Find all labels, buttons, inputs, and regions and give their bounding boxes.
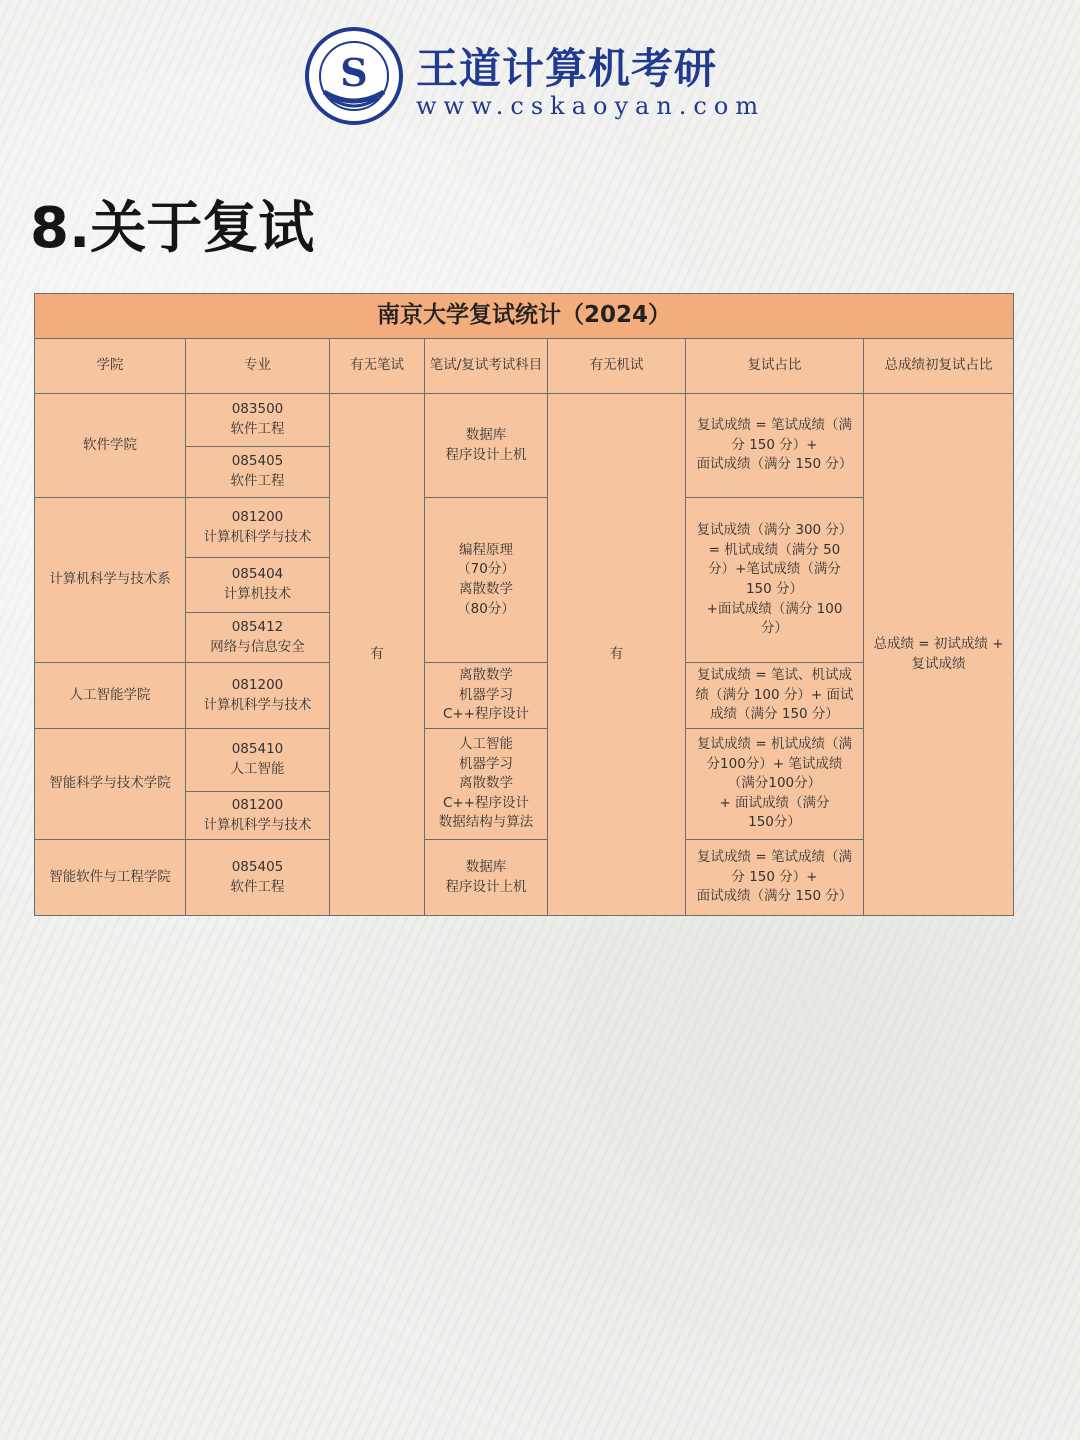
ratio-line: 复试成绩（满分 300 分） [696, 522, 853, 539]
ratio-cs [686, 498, 864, 663]
retest-stats-table [34, 293, 1014, 916]
ratio-line: 分 150 分）+ [731, 868, 818, 885]
ratio-line: +面试成绩（满分 100 [706, 600, 843, 617]
seal-letter: S [340, 50, 368, 95]
major-cell [186, 729, 330, 792]
major-cell [186, 558, 330, 613]
major-name: 计算机科学与技术 [203, 816, 312, 833]
header-major: 专业 [186, 339, 330, 394]
subject-line: C++程序设计 [442, 706, 530, 723]
major-code: 085412 [231, 618, 284, 635]
major-code: 081200 [231, 796, 284, 813]
subject-line: 数据库 [465, 858, 507, 875]
major-code: 085404 [231, 566, 284, 583]
major-name: 计算机技术 [223, 586, 292, 602]
header-total-ratio: 总成绩初复试占比 [864, 339, 1014, 394]
subject-line: 机器学习 [459, 755, 513, 772]
subject-line: 数据库 [465, 426, 507, 443]
subject-line: 离散数学 [459, 667, 513, 684]
ratio-line: 150分） [748, 814, 801, 831]
subject-line: 编程原理 [459, 541, 513, 558]
subjects-ai [425, 663, 548, 729]
ratio-line: 面试成绩（满分 150 分） [696, 456, 853, 473]
major-name: 软件工程 [230, 473, 285, 489]
college-software: 软件学院 [35, 394, 186, 498]
ratio-line: 复试成绩 = 笔试成绩（满 [697, 849, 852, 866]
major-code: 081200 [231, 508, 284, 525]
ratio-ist [686, 729, 864, 840]
header-subjects: 笔试/复试考试科目 [425, 339, 548, 394]
ratio-line: 成绩（满分 150 分） [710, 706, 839, 723]
ratio-software [686, 394, 864, 498]
ratio-line: 复试成绩 = 笔试成绩（满 [697, 417, 852, 434]
ratio-line: 分 150 分）+ [731, 436, 818, 453]
major-code: 081200 [231, 676, 284, 693]
major-code: 083500 [231, 401, 284, 418]
subject-line: （80分） [457, 600, 515, 617]
major-cell [186, 663, 330, 729]
ratio-line: 分） [761, 620, 788, 637]
major-code: 085410 [231, 741, 284, 758]
subject-line: 程序设计上机 [445, 446, 527, 463]
header-written-exam: 有无笔试 [330, 339, 425, 394]
ratio-line: （满分100分） [727, 775, 822, 792]
ratio-ai [686, 663, 864, 729]
seal-logo-icon [304, 26, 404, 126]
college-ai: 人工智能学院 [35, 663, 186, 729]
machine-exam-cell: 有 [548, 394, 686, 916]
major-name: 软件工程 [230, 421, 285, 437]
major-name: 软件工程 [230, 878, 285, 895]
major-code: 085405 [231, 858, 284, 875]
major-cell [186, 394, 330, 447]
written-exam-cell: 有 [330, 394, 425, 916]
ratio-line: = 机试成绩（满分 50 [708, 541, 841, 558]
subject-line: 人工智能 [459, 736, 513, 753]
ratio-line: 分100分）+ 笔试成绩 [706, 755, 843, 772]
subjects-ise [425, 840, 548, 916]
ratio-line: + 面试成绩（满分 [719, 794, 830, 811]
header-retest-ratio: 复试占比 [686, 339, 864, 394]
subjects-cs [425, 498, 548, 663]
major-name: 计算机科学与技术 [203, 696, 312, 713]
major-cell [186, 498, 330, 558]
section-title: 8.关于复试 [30, 196, 315, 261]
brand-logo [304, 26, 784, 130]
ratio-line: 复试成绩 = 机试成绩（满 [697, 736, 852, 753]
subjects-software [425, 394, 548, 498]
major-cell [186, 613, 330, 663]
total-ratio-cell: 总成绩 = 初试成绩 + 复试成绩 [864, 394, 1014, 916]
brand-url: www.cskaoyan.com [416, 92, 766, 120]
major-cell [186, 840, 330, 916]
subject-line: 程序设计上机 [445, 878, 527, 895]
brand-name: 王道计算机考研 [416, 44, 718, 93]
subject-line: 机器学习 [459, 686, 513, 703]
subjects-ist [425, 729, 548, 840]
major-name: 人工智能 [230, 761, 285, 777]
major-code: 085405 [231, 453, 284, 470]
ratio-line: 复试成绩 = 笔试、机试成 [697, 667, 852, 684]
subject-line: C++程序设计 [442, 794, 530, 811]
subject-line: 离散数学 [459, 581, 513, 597]
ratio-ise [686, 840, 864, 916]
ratio-line: 绩（满分 100 分）+ 面试 [695, 686, 854, 703]
college-ist: 智能科学与技术学院 [35, 729, 186, 840]
subject-line: （70分） [457, 561, 515, 578]
college-ise: 智能软件与工程学院 [35, 840, 186, 916]
subject-line: 离散数学 [459, 775, 513, 792]
major-cell [186, 792, 330, 840]
major-cell [186, 447, 330, 498]
major-name: 网络与信息安全 [210, 638, 305, 655]
header-college: 学院 [35, 339, 186, 394]
ratio-line: 150 分） [745, 581, 804, 597]
header-machine-exam: 有无机试 [548, 339, 686, 394]
ratio-line: 分）+笔试成绩（满分 [708, 561, 841, 578]
college-cs: 计算机科学与技术系 [35, 498, 186, 663]
subject-line: 数据结构与算法 [438, 814, 534, 831]
table-title: 南京大学复试统计（2024） [35, 294, 1014, 339]
major-name: 计算机科学与技术 [203, 528, 312, 545]
ratio-line: 面试成绩（满分 150 分） [696, 888, 853, 905]
